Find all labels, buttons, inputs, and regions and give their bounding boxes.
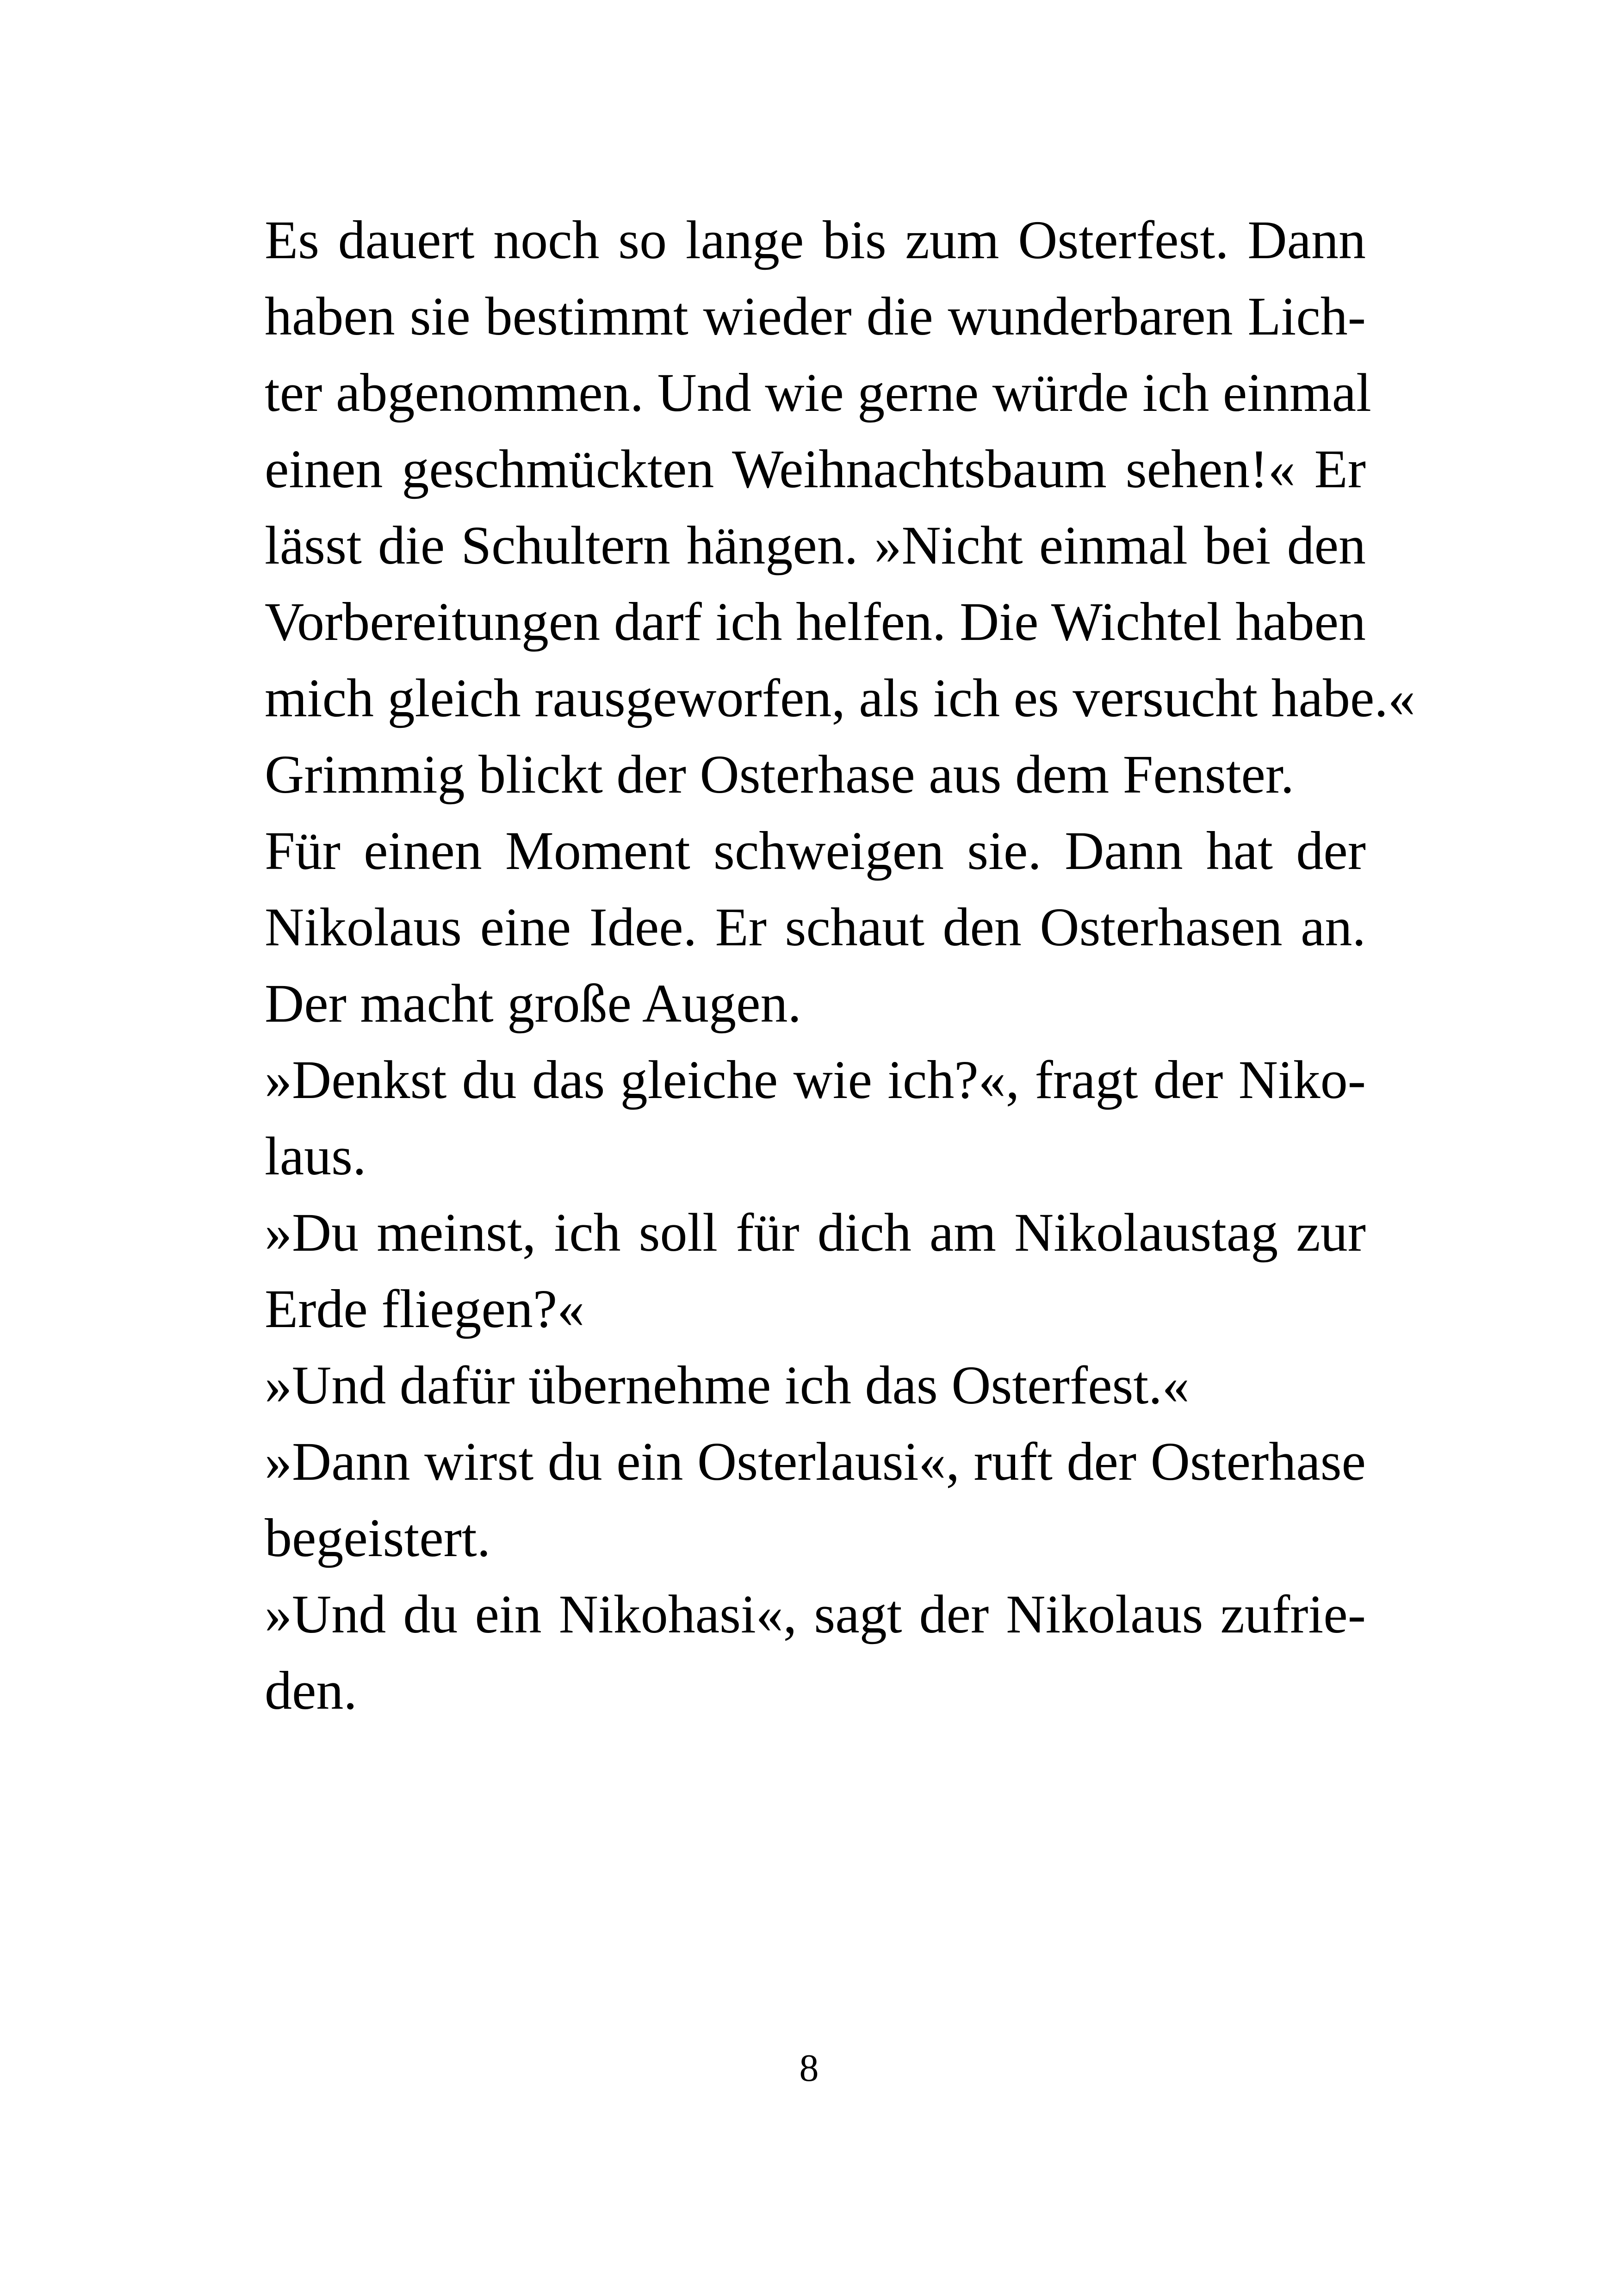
body-text (265, 202, 1415, 1729)
text-line: Es dauert noch so lange bis zum Osterfest. Dann (265, 210, 1366, 270)
text-line: Vorbereitungen darf ich helfen. Die Wichtel haben (265, 591, 1366, 652)
text-line: Grimmig blickt der Osterhase aus dem Fenster. (265, 744, 1295, 805)
text-line: mich gleich rausgeworfen, als ich es versucht habe.« (265, 668, 1415, 728)
text-line: Erde fliegen?« (265, 1278, 585, 1339)
text-line: laus. (265, 1126, 366, 1186)
text-line: ter abgenommen. Und wie gerne würde ich einmal (265, 362, 1371, 423)
text-line: Für einen Moment schweigen sie. Dann hat der (265, 820, 1366, 881)
text-line: lässt die Schultern hängen. »Nicht einmal bei den (265, 515, 1366, 576)
text-line: »Und du ein Nikohasi«, sagt der Nikolaus zufrie- (265, 1584, 1366, 1644)
text-line: begeistert. (265, 1508, 491, 1568)
text-line: Der macht große Augen. (265, 973, 801, 1034)
text-line: den. (265, 1660, 357, 1721)
text-line: Nikolaus eine Idee. Er schaut den Osterhasen an. (265, 897, 1366, 957)
page-number: 8 (799, 2047, 819, 2090)
text-line: »Dann wirst du ein Osterlausi«, ruft der Osterhase (265, 1431, 1366, 1492)
text-line: »Und dafür übernehme ich das Osterfest.« (265, 1355, 1190, 1415)
text-line: »Denkst du das gleiche wie ich?«, fragt der Niko- (265, 1049, 1366, 1110)
text-line: »Du meinst, ich soll für dich am Nikolaustag zur (265, 1202, 1366, 1263)
text-line: haben sie bestimmt wieder die wunderbaren Lich- (265, 286, 1366, 347)
text-line: einen geschmückten Weihnachtsbaum sehen!« Er (265, 439, 1366, 499)
